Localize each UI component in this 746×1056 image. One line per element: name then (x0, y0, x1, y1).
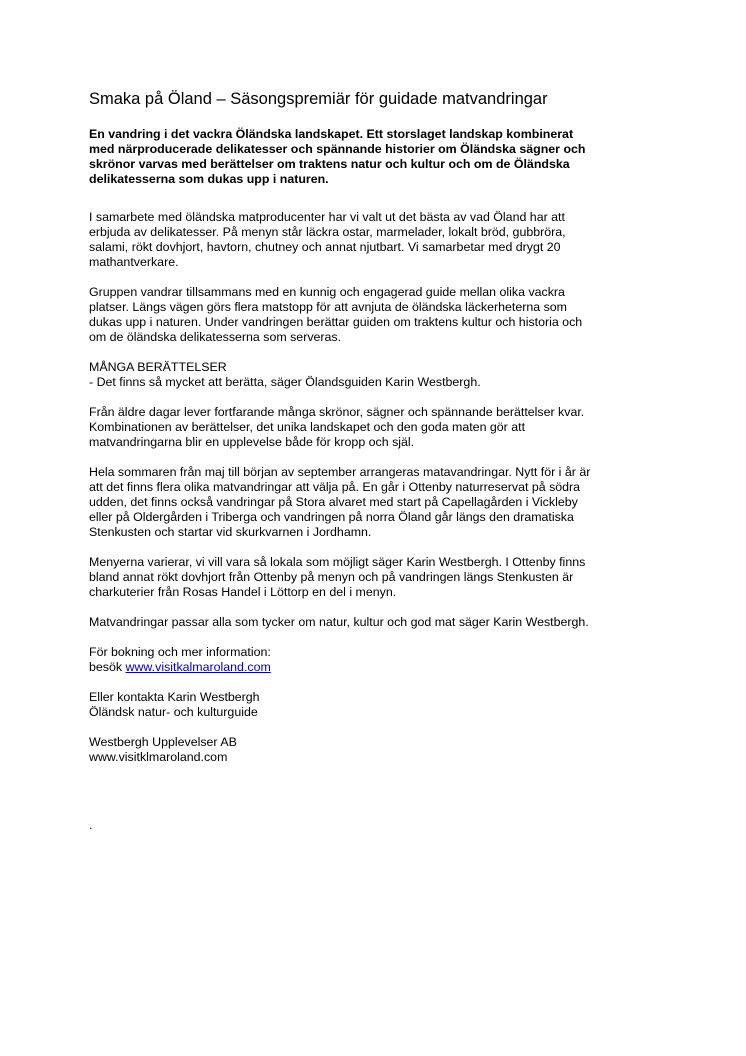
paragraph-line: matvandringarna blir en upplevelse både för kropp och själ. (89, 435, 415, 449)
paragraph-summer (89, 465, 659, 540)
paragraph-line: charkuterier från Rosas Handel i Löttorp en del i menyn. (89, 585, 397, 599)
paragraph-line: udden, det finns också vandringar på Stora alvaret med start på Capellagården i Vickleby (89, 495, 578, 509)
paragraph-menus (89, 555, 659, 600)
document-title: Smaka på Öland – Säsongspremiär för guidade matvandringar (89, 90, 548, 108)
paragraph-line: eller på Oldergården i Triberga och vandringen på norra Öland går längs den dramatiska (89, 510, 574, 524)
booking-label: För bokning och mer information: (89, 645, 271, 659)
paragraph-line: Kombinationen av berättelser, det unika landskapet och den goda maten gör att (89, 420, 526, 434)
paragraph-stories-heading (89, 360, 659, 390)
paragraph-suits-all (89, 615, 659, 630)
paragraph-line: om de öländska delikatesserna som serveras. (89, 330, 342, 344)
website-link[interactable]: www.visitkalmaroland.com (125, 660, 271, 674)
contact-title: Öländsk natur- och kulturguide (89, 705, 258, 719)
paragraph-line: mathantverkare. (89, 255, 179, 269)
section-heading: MÅNGA BERÄTTELSER (89, 360, 227, 374)
quote-line: - Det finns så mycket att berätta, säger Ölandsguiden Karin Westbergh. (89, 375, 481, 389)
document-page (89, 88, 659, 833)
contact-info (89, 690, 659, 720)
paragraph-line: Hela sommaren från maj till början av september arrangeras matavandringar. Nytt för i år är (89, 465, 591, 479)
booking-prefix: besök (89, 660, 126, 674)
paragraph-line: Menyerna varierar, vi vill vara så lokala som möjligt säger Karin Westbergh. I Ottenby finns (89, 555, 586, 569)
paragraph-line: dukas upp i naturen. Under vandringen berättar guiden om traktens kultur och historia och (89, 315, 583, 329)
paragraph-line: Gruppen vandrar tillsammans med en kunnig och engagerad guide mellan olika vackra (89, 285, 565, 299)
paragraph-line: I samarbete med öländska matproducenter har vi valt ut det bästa av vad Öland har att (89, 210, 565, 224)
lead-line: skrönor varvas med berättelser om traktens natur och kultur och om de Öländska (89, 157, 570, 171)
company-website: www.visitklmaroland.com (89, 750, 228, 764)
paragraph-line: platser. Längs vägen görs flera matstopp för att avnjuta de öländska läckerheterna som (89, 300, 568, 314)
booking-link-line (89, 660, 659, 675)
lead-line: med närproducerade delikatesser och spännande historier om Öländska sägner och (89, 142, 586, 156)
lead-line: delikatesserna som dukas upp i naturen. (89, 172, 329, 186)
paragraph-line: salami, rökt dovhjort, havtorn, chutney och annat njutbart. Vi samarbetar med drygt 20 (89, 240, 561, 254)
paragraph-line: bland annat rökt dovhjort från Ottenby på menyn och på vandringen längs Stenkusten är (89, 570, 574, 584)
paragraph-line: Från äldre dagar lever fortfarande många skrönor, sägner och spännande berättelser kvar. (89, 405, 585, 419)
paragraph-line: erbjuda av delikatesser. På menyn står läckra ostar, marmelader, lokalt bröd, gubbröra, (89, 225, 566, 239)
company-info (89, 735, 659, 765)
paragraph-line: att det finns flera olika matvandringar att välja på. En går i Ottenby naturreservat på södra (89, 480, 581, 494)
contact-line: Eller kontakta Karin Westbergh (89, 690, 260, 704)
lead-paragraph (89, 127, 659, 187)
booking-info (89, 645, 659, 675)
company-name: Westbergh Upplevelser AB (89, 735, 237, 749)
paragraph-old-days (89, 405, 659, 450)
lead-line: En vandring i det vackra Öländska landskapet. Ett storslaget landskap kombinerat (89, 127, 574, 141)
paragraph-line: Stenkusten och startar vid skurkvarnen i Jordhamn. (89, 525, 372, 539)
paragraph-group (89, 285, 659, 345)
trailing-period: . (89, 818, 93, 832)
paragraph-line: Matvandringar passar alla som tycker om natur, kultur och god mat säger Karin Westbergh. (89, 615, 589, 629)
paragraph-producers (89, 210, 659, 270)
